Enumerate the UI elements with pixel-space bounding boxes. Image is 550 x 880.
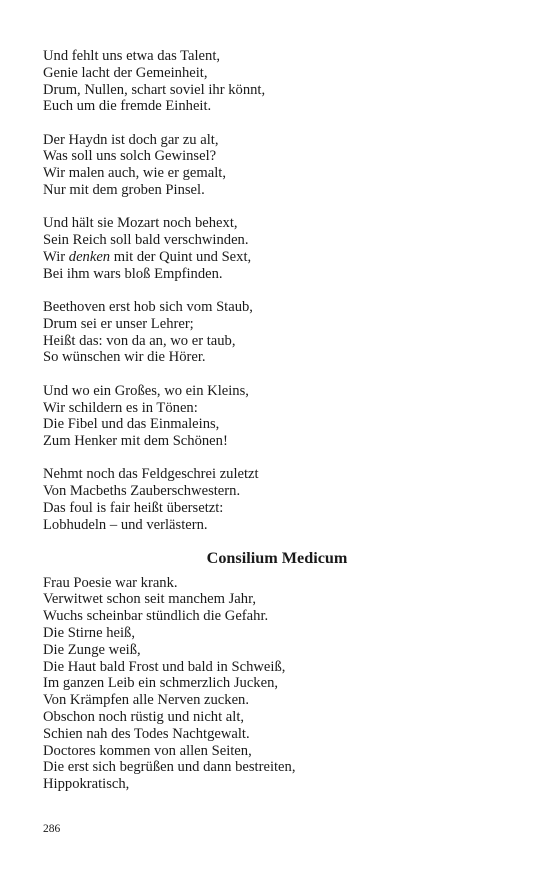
verse-line: Die Zunge weiß, <box>43 641 141 658</box>
verse-line: Euch um die fremde Einheit. <box>43 98 212 115</box>
verse-line: Die Fibel und das Einmaleins, <box>43 416 220 433</box>
stanza-1 <box>43 48 483 115</box>
verse-line: Bei ihm wars bloß Empfinden. <box>43 265 223 282</box>
verse-line: Und hält sie Mozart noch behext, <box>43 215 238 232</box>
verse-fragment: Wir <box>43 248 69 265</box>
verse-line: Von Macbeths Zauberschwestern. <box>43 483 241 500</box>
verse-line: Wir malen auch, wie er gemalt, <box>43 165 226 182</box>
verse-line: Heißt das: von da an, wo er taub, <box>43 332 236 349</box>
verse-line: Das foul is fair heißt übersetzt: <box>43 500 224 517</box>
verse-line: Wir schildern es in Tönen: <box>43 399 198 416</box>
stanza-2 <box>43 132 483 199</box>
verse-line: Frau Poesie war krank. <box>43 574 178 591</box>
verse-line-with-emphasis <box>43 249 483 266</box>
verse-line: Genie lacht der Gemeinheit, <box>43 64 208 81</box>
verse-line: Drum sei er unser Lehrer; <box>43 315 194 332</box>
verse-line: Wuchs scheinbar stündlich die Gefahr. <box>43 608 269 625</box>
verse-line: Nehmt noch das Feldgeschrei zuletzt <box>43 466 259 483</box>
emphasized-word: denken <box>68 248 111 265</box>
verse-line: Beethoven erst hob sich vom Staub, <box>43 299 253 316</box>
verse-line: Was soll uns solch Gewinsel? <box>43 148 217 165</box>
poem-title: Consilium Medicum <box>206 548 348 567</box>
verse-line: Lobhudeln – und verlästern. <box>43 516 208 533</box>
verse-line: Zum Henker mit dem Schönen! <box>43 433 228 450</box>
verse-line: Die Stirne heiß, <box>43 625 136 642</box>
verse-line: Obschon noch rüstig und nicht alt, <box>43 709 245 725</box>
verse-line: Der Haydn ist doch gar zu alt, <box>43 131 219 148</box>
poem-2-body <box>43 575 483 793</box>
page-content <box>43 48 483 793</box>
page-number: 286 <box>43 823 61 835</box>
stanza-3 <box>43 215 483 282</box>
verse-line: Drum, Nullen, schart soviel ihr könnt, <box>43 81 266 98</box>
stanza-6 <box>43 466 483 533</box>
verse-line: So wünschen wir die Hörer. <box>43 349 206 366</box>
verse-line: Und wo ein Großes, wo ein Kleins, <box>43 382 249 399</box>
verse-fragment: mit der Quint und Sext, <box>110 248 252 265</box>
verse-line: Hippokratisch, <box>43 776 130 793</box>
verse-line: Die Haut bald Frost und bald in Schweiß, <box>43 658 286 675</box>
verse-line: Im ganzen Leib ein schmerzlich Jucken, <box>43 675 279 692</box>
stanza-5 <box>43 383 483 450</box>
verse-line: Und fehlt uns etwa das Talent, <box>43 48 221 64</box>
verse-line: Von Krämpfen alle Nerven zucken. <box>43 692 249 709</box>
verse-line: Schien nah des Todes Nachtgewalt. <box>43 725 250 742</box>
verse-line: Die erst sich begrüßen und dann bestreiten, <box>43 759 296 776</box>
verse-line: Sein Reich soll bald verschwinden. <box>43 232 249 249</box>
verse-line: Doctores kommen von allen Seiten, <box>43 742 252 759</box>
verse-line: Nur mit dem groben Pinsel. <box>43 182 205 199</box>
stanza-4 <box>43 299 483 366</box>
verse-line: Verwitwet schon seit manchem Jahr, <box>43 591 256 608</box>
